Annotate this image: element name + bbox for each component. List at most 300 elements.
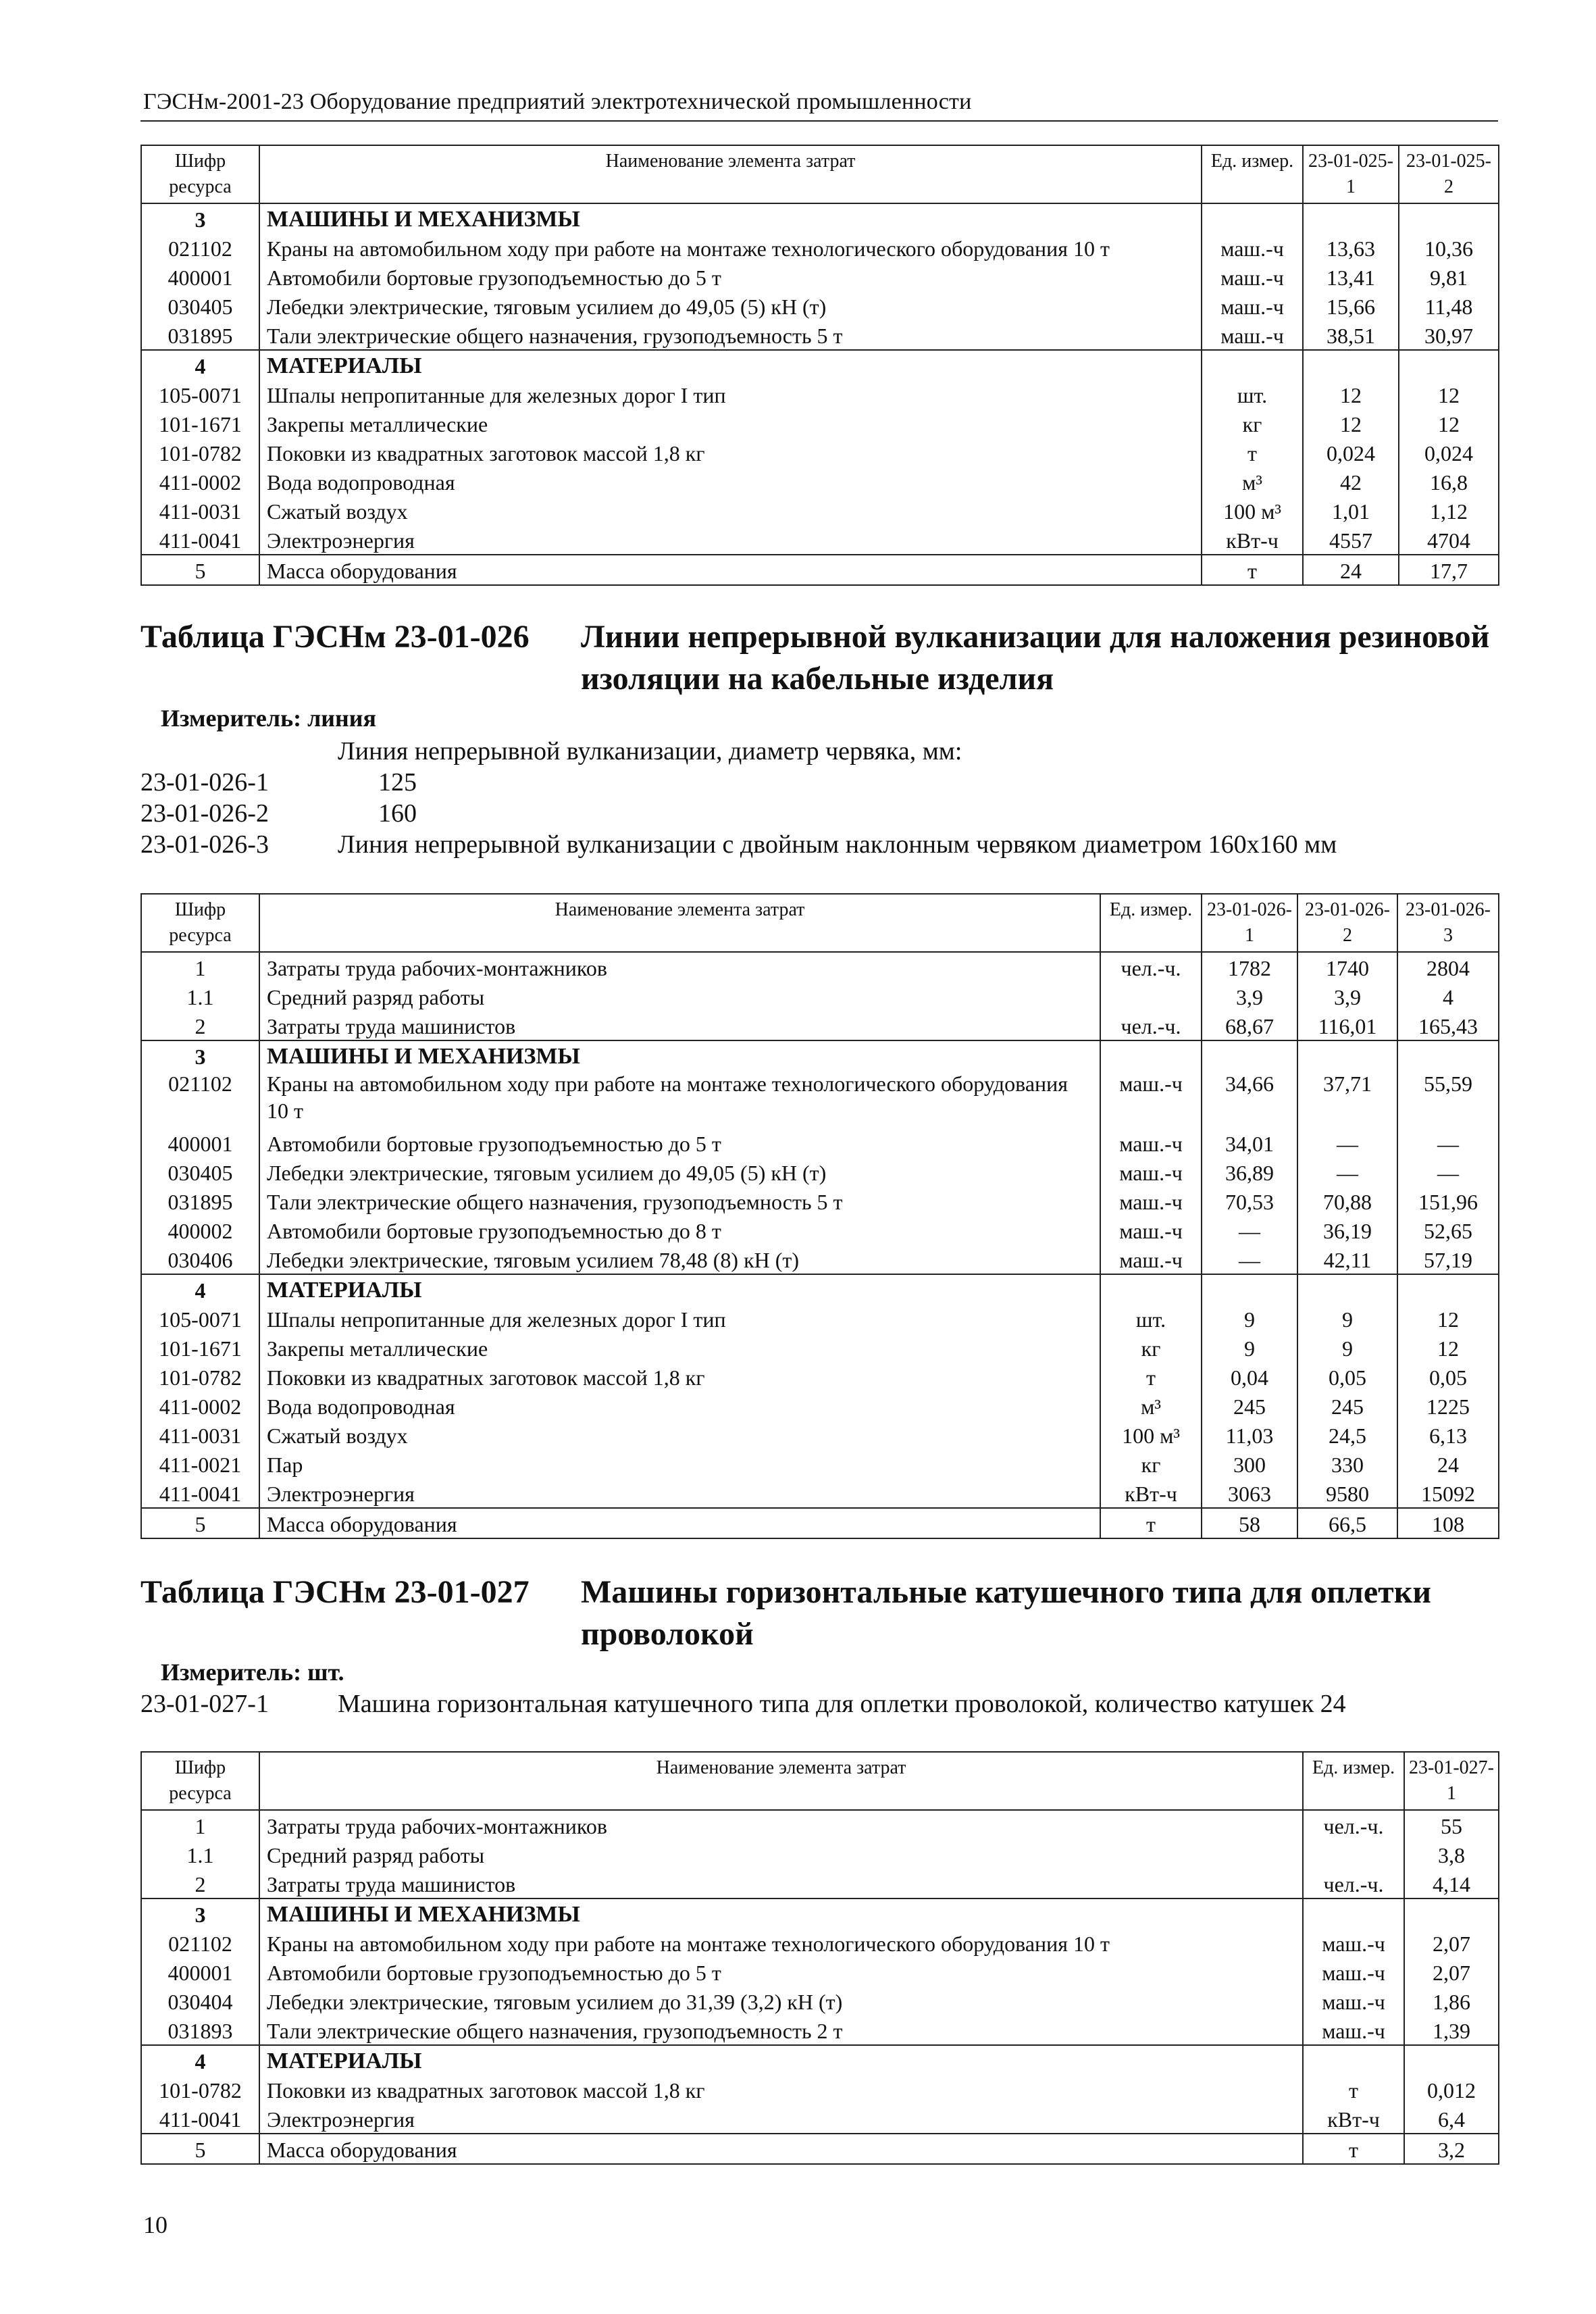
unit-of-measure: шт. — [1100, 1304, 1202, 1333]
unit-of-measure — [1303, 1898, 1404, 1928]
column-header-norm: 23-01-027-1 — [1404, 1752, 1499, 1810]
resource-table-025 — [140, 145, 1499, 586]
section-title: МАШИНЫ И МЕХАНИЗМЫ — [259, 203, 1202, 233]
unit-of-measure — [1100, 1040, 1202, 1070]
table-row — [141, 1070, 1499, 1128]
norm-value — [1297, 1274, 1397, 1304]
cost-element-name: Лебедки электрические, тяговым усилием до 49,05 (5) кН (т) — [259, 1157, 1100, 1186]
table-row — [141, 409, 1499, 438]
norm-value: 70,88 — [1297, 1186, 1397, 1215]
norm-value: 12 — [1399, 380, 1499, 409]
table-row — [141, 982, 1499, 1011]
table-row — [141, 1186, 1499, 1215]
cost-element-name: Лебедки электрические, тяговым усилием 78,48 (8) кН (т) — [259, 1244, 1100, 1274]
cost-element-name: Затраты труда машинистов — [259, 1011, 1100, 1040]
cost-element-name: Затраты труда рабочих-монтажников — [259, 1810, 1303, 1840]
norm-value: 2804 — [1397, 952, 1499, 982]
variant-code: 23-01-026-1 — [140, 768, 269, 797]
resource-code: 030404 — [141, 1986, 259, 2015]
table-row — [141, 380, 1499, 409]
column-header-code: Шифр ресурса — [141, 1752, 259, 1810]
resource-code: 031895 — [141, 320, 259, 350]
table-section-row — [141, 203, 1499, 233]
unit-of-measure: чел.-ч. — [1303, 1810, 1404, 1840]
resource-code: 101-1671 — [141, 1333, 259, 1362]
norm-value: 36,19 — [1297, 1215, 1397, 1244]
table-section-row — [141, 555, 1499, 585]
resource-table-027 — [140, 1751, 1499, 2165]
table-section-row — [141, 2045, 1499, 2075]
table-section-row — [141, 1810, 1499, 1840]
cost-element-name: Электроэнергия — [259, 1478, 1100, 1508]
cost-element-name: Затраты труда рабочих-монтажников — [259, 952, 1100, 982]
table-row — [141, 1157, 1499, 1186]
unit-of-measure: маш.-ч — [1100, 1215, 1202, 1244]
norm-value: 9580 — [1297, 1478, 1397, 1508]
resource-code: 411-0031 — [141, 1420, 259, 1449]
resource-code: 4 — [141, 2045, 259, 2075]
resource-code: 411-0031 — [141, 496, 259, 525]
resource-code: 411-0041 — [141, 525, 259, 555]
norm-value: 245 — [1202, 1391, 1297, 1420]
unit-of-measure: шт. — [1202, 380, 1303, 409]
norm-value: 70,53 — [1202, 1186, 1297, 1215]
cost-element-name: Средний разряд работы — [259, 1840, 1303, 1869]
table-row — [141, 1128, 1499, 1157]
cost-element-name: Масса оборудования — [259, 2134, 1303, 2164]
norm-value: 1740 — [1297, 952, 1397, 982]
unit-of-measure: маш.-ч — [1202, 233, 1303, 262]
unit-of-measure: т — [1100, 1362, 1202, 1391]
resource-code: 411-0002 — [141, 1391, 259, 1420]
cost-element-name: Краны на автомобильном ходу при работе на монтаже технологического оборудования 10 т — [259, 1928, 1303, 1957]
unit-of-measure — [1202, 203, 1303, 233]
norm-value: 10,36 — [1399, 233, 1499, 262]
cost-element-name: Шпалы непропитанные для железных дорог I тип — [259, 1304, 1100, 1333]
variant-text: Линия непрерывной вулканизации с двойным наклонным червяком диаметром 160х160 мм — [338, 830, 1337, 859]
norm-value: 17,7 — [1399, 555, 1499, 585]
norm-value: 4557 — [1303, 525, 1399, 555]
norm-value: 0,04 — [1202, 1362, 1297, 1391]
norm-value: 11,48 — [1399, 291, 1499, 320]
resource-code: 3 — [141, 1040, 259, 1070]
column-header-norm: 23-01-026-1 — [1202, 894, 1297, 952]
unit-of-measure: маш.-ч — [1202, 262, 1303, 291]
meter-label: Измеритель: шт. — [161, 1659, 344, 1686]
column-header-norm: 23-01-025-1 — [1303, 145, 1399, 203]
norm-value: — — [1397, 1157, 1499, 1186]
table-number: Таблица ГЭСНм 23-01-027 — [140, 1574, 530, 1610]
section-title: МАШИНЫ И МЕХАНИЗМЫ — [259, 1898, 1303, 1928]
unit-of-measure: чел.-ч. — [1303, 1869, 1404, 1898]
header-rule — [140, 120, 1498, 122]
unit-of-measure: м³ — [1202, 467, 1303, 496]
unit-of-measure: т — [1303, 2075, 1404, 2104]
table-row — [141, 1244, 1499, 1274]
norm-value: 12 — [1399, 409, 1499, 438]
resource-code: 3 — [141, 203, 259, 233]
unit-of-measure: маш.-ч — [1100, 1244, 1202, 1274]
unit-of-measure: кг — [1100, 1333, 1202, 1362]
table-row — [141, 1215, 1499, 1244]
cost-element-name: Электроэнергия — [259, 2104, 1303, 2134]
table-number: Таблица ГЭСНм 23-01-026 — [140, 619, 530, 655]
resource-code: 105-0071 — [141, 1304, 259, 1333]
table-section-row — [141, 2134, 1499, 2164]
column-header-unit: Ед. измер. — [1100, 894, 1202, 952]
resource-code: 4 — [141, 1274, 259, 1304]
unit-of-measure: маш.-ч — [1303, 1957, 1404, 1986]
column-header-norm: 23-01-025-2 — [1399, 145, 1499, 203]
norm-value: 0,05 — [1297, 1362, 1397, 1391]
resource-code: 031893 — [141, 2015, 259, 2045]
variant-text: 160 — [378, 799, 417, 828]
resource-code: 105-0071 — [141, 380, 259, 409]
norm-value: 2,07 — [1404, 1928, 1499, 1957]
norm-value: 3,8 — [1404, 1840, 1499, 1869]
norm-value: 6,13 — [1397, 1420, 1499, 1449]
resource-code: 400001 — [141, 1128, 259, 1157]
resource-code: 400002 — [141, 1215, 259, 1244]
norm-value: 4,14 — [1404, 1869, 1499, 1898]
norm-value: 165,43 — [1397, 1011, 1499, 1040]
norm-value — [1202, 1274, 1297, 1304]
unit-of-measure — [1303, 1840, 1404, 1869]
resource-code: 3 — [141, 1898, 259, 1928]
cost-element-name: Закрепы металлические — [259, 1333, 1100, 1362]
resource-code: 4 — [141, 350, 259, 380]
cost-element-name: Пар — [259, 1449, 1100, 1478]
norm-value: 16,8 — [1399, 467, 1499, 496]
norm-value: — — [1297, 1157, 1397, 1186]
resource-code: 411-0021 — [141, 1449, 259, 1478]
norm-value — [1297, 1040, 1397, 1070]
norm-value: 55 — [1404, 1810, 1499, 1840]
cost-element-name: Средний разряд работы — [259, 982, 1100, 1011]
resource-code: 400001 — [141, 1957, 259, 1986]
meter-label: Измеритель: линия — [161, 705, 377, 732]
cost-element-name: Масса оборудования — [259, 1508, 1100, 1538]
section-title: МАТЕРИАЛЫ — [259, 2045, 1303, 2075]
unit-of-measure — [1100, 982, 1202, 1011]
table-row — [141, 1333, 1499, 1362]
variant-code: 23-01-026-3 — [140, 830, 269, 859]
unit-of-measure: т — [1202, 555, 1303, 585]
table-title: Машины горизонтальные катушечного типа для оплетки проволокой — [581, 1574, 1432, 1652]
norm-value: 9 — [1202, 1333, 1297, 1362]
variant-intro: Линия непрерывной вулканизации, диаметр червяка, мм: — [338, 737, 962, 765]
table-row — [141, 2075, 1499, 2104]
unit-of-measure: маш.-ч — [1100, 1070, 1202, 1128]
norm-value: 12 — [1303, 380, 1399, 409]
norm-value: 3,9 — [1202, 982, 1297, 1011]
norm-value: 30,97 — [1399, 320, 1499, 350]
table-row — [141, 1928, 1499, 1957]
norm-value: 9,81 — [1399, 262, 1499, 291]
table-title: Линии непрерывной вулканизации для наложения резиновой изоляции на кабельные изделия — [581, 619, 1490, 697]
norm-value: 36,89 — [1202, 1157, 1297, 1186]
table-row — [141, 1011, 1499, 1040]
section-title: МАТЕРИАЛЫ — [259, 350, 1202, 380]
table-row — [141, 525, 1499, 555]
norm-value — [1303, 203, 1399, 233]
norm-value: 13,41 — [1303, 262, 1399, 291]
cost-element-name: Лебедки электрические, тяговым усилием до 31,39 (3,2) кН (т) — [259, 1986, 1303, 2015]
resource-code: 5 — [141, 2134, 259, 2164]
table-row — [141, 1869, 1499, 1898]
norm-value — [1397, 1040, 1499, 1070]
resource-code: 021102 — [141, 1070, 259, 1128]
table-row — [141, 262, 1499, 291]
unit-of-measure: кг — [1100, 1449, 1202, 1478]
norm-value: 3063 — [1202, 1478, 1297, 1508]
cost-element-name: Тали электрические общего назначения, грузоподъемность 5 т — [259, 1186, 1100, 1215]
cost-element-name: Электроэнергия — [259, 525, 1202, 555]
resource-code: 2 — [141, 1869, 259, 1898]
column-header-norm: 23-01-026-2 — [1297, 894, 1397, 952]
unit-of-measure — [1100, 1274, 1202, 1304]
norm-value: 245 — [1297, 1391, 1397, 1420]
unit-of-measure — [1202, 350, 1303, 380]
table-row — [141, 1449, 1499, 1478]
table-row — [141, 320, 1499, 350]
norm-value: 24 — [1397, 1449, 1499, 1478]
cost-element-name: Поковки из квадратных заготовок массой 1,8 кг — [259, 2075, 1303, 2104]
cost-element-name: Тали электрические общего назначения, грузоподъемность 2 т — [259, 2015, 1303, 2045]
table-row — [141, 2015, 1499, 2045]
cost-element-name: Лебедки электрические, тяговым усилием до 49,05 (5) кН (т) — [259, 291, 1202, 320]
table-header-row — [141, 894, 1499, 952]
running-header: ГЭСНм-2001-23 Оборудование предприятий электротехнической промышленности — [143, 89, 972, 114]
cost-element-name: Сжатый воздух — [259, 1420, 1100, 1449]
unit-of-measure: маш.-ч — [1202, 320, 1303, 350]
resource-code: 1.1 — [141, 1840, 259, 1869]
table-header-row — [141, 1752, 1499, 1810]
resource-code: 101-0782 — [141, 438, 259, 467]
norm-value: 108 — [1397, 1508, 1499, 1538]
unit-of-measure: кВт-ч — [1202, 525, 1303, 555]
norm-value: 37,71 — [1297, 1070, 1397, 1128]
norm-value: 0,012 — [1404, 2075, 1499, 2104]
column-header-name: Наименование элемента затрат — [259, 145, 1202, 203]
norm-value: 1225 — [1397, 1391, 1499, 1420]
table-row — [141, 1391, 1499, 1420]
norm-value: 11,03 — [1202, 1420, 1297, 1449]
norm-value: 1,01 — [1303, 496, 1399, 525]
norm-value: 0,05 — [1397, 1362, 1499, 1391]
norm-value: 13,63 — [1303, 233, 1399, 262]
norm-value: 1,86 — [1404, 1986, 1499, 2015]
norm-value: 116,01 — [1297, 1011, 1397, 1040]
table-row — [141, 438, 1499, 467]
cost-element-name: Закрепы металлические — [259, 409, 1202, 438]
page-number: 10 — [143, 2211, 168, 2238]
column-header-norm: 23-01-026-3 — [1397, 894, 1499, 952]
cost-element-name: Шпалы непропитанные для железных дорог I тип — [259, 380, 1202, 409]
cost-element-name: Сжатый воздух — [259, 496, 1202, 525]
cost-element-name: Тали электрические общего назначения, грузоподъемность 5 т — [259, 320, 1202, 350]
resource-code: 1 — [141, 952, 259, 982]
norm-value: 1,39 — [1404, 2015, 1499, 2045]
norm-value: 38,51 — [1303, 320, 1399, 350]
table-row — [141, 233, 1499, 262]
norm-value — [1399, 203, 1499, 233]
resource-code: 5 — [141, 1508, 259, 1538]
unit-of-measure: маш.-ч — [1100, 1128, 1202, 1157]
variant-text: Машина горизонтальная катушечного типа для оплетки проволокой, количество катушек 24 — [338, 1690, 1346, 1718]
resource-code: 021102 — [141, 233, 259, 262]
unit-of-measure: кВт-ч — [1100, 1478, 1202, 1508]
resource-code: 411-0041 — [141, 2104, 259, 2134]
unit-of-measure: маш.-ч — [1303, 2015, 1404, 2045]
table-row — [141, 1957, 1499, 1986]
norm-value — [1404, 1898, 1499, 1928]
norm-value — [1404, 2045, 1499, 2075]
norm-value: 12 — [1397, 1333, 1499, 1362]
unit-of-measure: кВт-ч — [1303, 2104, 1404, 2134]
resource-code: 2 — [141, 1011, 259, 1040]
norm-value: — — [1202, 1215, 1297, 1244]
unit-of-measure: маш.-ч — [1303, 1986, 1404, 2015]
table-section-row — [141, 1274, 1499, 1304]
column-header-code: Шифр ресурса — [141, 894, 259, 952]
resource-code: 030405 — [141, 291, 259, 320]
cost-element-name: Вода водопроводная — [259, 467, 1202, 496]
table-row — [141, 467, 1499, 496]
resource-code: 400001 — [141, 262, 259, 291]
norm-value: 12 — [1303, 409, 1399, 438]
norm-value: 3,2 — [1404, 2134, 1499, 2164]
norm-value: 68,67 — [1202, 1011, 1297, 1040]
variant-text: 125 — [378, 768, 417, 797]
norm-value: 24,5 — [1297, 1420, 1397, 1449]
resource-code: 101-1671 — [141, 409, 259, 438]
unit-of-measure: чел.-ч. — [1100, 1011, 1202, 1040]
norm-value: — — [1202, 1244, 1297, 1274]
table-section-row — [141, 1898, 1499, 1928]
norm-value: 57,19 — [1397, 1244, 1499, 1274]
unit-of-measure: т — [1202, 438, 1303, 467]
norm-value: 6,4 — [1404, 2104, 1499, 2134]
variant-code: 23-01-027-1 — [140, 1690, 269, 1718]
norm-value: 2,07 — [1404, 1957, 1499, 1986]
cost-element-name: Поковки из квадратных заготовок массой 1,8 кг — [259, 1362, 1100, 1391]
norm-value: 12 — [1397, 1304, 1499, 1333]
table-row — [141, 1304, 1499, 1333]
cost-element-name: Вода водопроводная — [259, 1391, 1100, 1420]
norm-value: 9 — [1297, 1333, 1397, 1362]
section-title: МАШИНЫ И МЕХАНИЗМЫ — [259, 1040, 1100, 1070]
resource-code: 5 — [141, 555, 259, 585]
norm-value: 55,59 — [1397, 1070, 1499, 1128]
section-title: МАТЕРИАЛЫ — [259, 1274, 1100, 1304]
variant-code: 23-01-026-2 — [140, 799, 269, 828]
unit-of-measure: чел.-ч. — [1100, 952, 1202, 982]
resource-code: 1.1 — [141, 982, 259, 1011]
resource-code: 101-0782 — [141, 1362, 259, 1391]
table-row — [141, 291, 1499, 320]
cost-element-name: Масса оборудования — [259, 555, 1202, 585]
norm-value: 1,12 — [1399, 496, 1499, 525]
norm-value: 9 — [1202, 1304, 1297, 1333]
unit-of-measure: маш.-ч — [1303, 1928, 1404, 1957]
cost-element-name: Поковки из квадратных заготовок массой 1,8 кг — [259, 438, 1202, 467]
norm-value: 58 — [1202, 1508, 1297, 1538]
table-section-row — [141, 1040, 1499, 1070]
resource-table-026 — [140, 893, 1499, 1539]
norm-value: 9 — [1297, 1304, 1397, 1333]
table-section-row — [141, 1508, 1499, 1538]
norm-value: 3,9 — [1297, 982, 1397, 1011]
cost-element-name: Автомобили бортовые грузоподъемностью до 8 т — [259, 1215, 1100, 1244]
unit-of-measure: 100 м³ — [1100, 1420, 1202, 1449]
norm-value — [1202, 1040, 1297, 1070]
table-section-row — [141, 350, 1499, 380]
norm-value: — — [1397, 1128, 1499, 1157]
unit-of-measure: т — [1303, 2134, 1404, 2164]
norm-value: 1782 — [1202, 952, 1297, 982]
cost-element-name: Краны на автомобильном ходу при работе на монтаже технологического оборудования 10 т — [259, 233, 1202, 262]
norm-value: 151,96 — [1397, 1186, 1499, 1215]
norm-value: 42,11 — [1297, 1244, 1397, 1274]
resource-code: 021102 — [141, 1928, 259, 1957]
norm-value — [1303, 350, 1399, 380]
cost-element-name: Краны на автомобильном ходу при работе на монтаже технологического оборудования 10 т — [259, 1070, 1100, 1128]
norm-value: 15,66 — [1303, 291, 1399, 320]
cost-element-name: Затраты труда машинистов — [259, 1869, 1303, 1898]
column-header-unit: Ед. измер. — [1202, 145, 1303, 203]
norm-value: 0,024 — [1303, 438, 1399, 467]
column-header-unit: Ед. измер. — [1303, 1752, 1404, 1810]
resource-code: 030405 — [141, 1157, 259, 1186]
table-row — [141, 2104, 1499, 2134]
table-row — [141, 1420, 1499, 1449]
resource-code: 031895 — [141, 1186, 259, 1215]
norm-value — [1399, 350, 1499, 380]
unit-of-measure: маш.-ч — [1202, 291, 1303, 320]
column-header-name: Наименование элемента затрат — [259, 1752, 1303, 1810]
unit-of-measure: маш.-ч — [1100, 1157, 1202, 1186]
table-section-row — [141, 952, 1499, 982]
norm-value: 34,66 — [1202, 1070, 1297, 1128]
table-row — [141, 1362, 1499, 1391]
resource-code: 411-0002 — [141, 467, 259, 496]
norm-value: 42 — [1303, 467, 1399, 496]
norm-value: 4704 — [1399, 525, 1499, 555]
norm-value: 4 — [1397, 982, 1499, 1011]
column-header-name: Наименование элемента затрат — [259, 894, 1100, 952]
table-row — [141, 1840, 1499, 1869]
norm-value: 15092 — [1397, 1478, 1499, 1508]
cost-element-name: Автомобили бортовые грузоподъемностью до 5 т — [259, 1957, 1303, 1986]
cost-element-name: Автомобили бортовые грузоподъемностью до 5 т — [259, 262, 1202, 291]
column-header-code: Шифр ресурса — [141, 145, 259, 203]
unit-of-measure: маш.-ч — [1100, 1186, 1202, 1215]
norm-value: 34,01 — [1202, 1128, 1297, 1157]
norm-value — [1397, 1274, 1499, 1304]
table-row — [141, 1478, 1499, 1508]
cost-element-name: Автомобили бортовые грузоподъемностью до 5 т — [259, 1128, 1100, 1157]
unit-of-measure — [1303, 2045, 1404, 2075]
resource-code: 1 — [141, 1810, 259, 1840]
norm-value: 52,65 — [1397, 1215, 1499, 1244]
resource-code: 030406 — [141, 1244, 259, 1274]
unit-of-measure: м³ — [1100, 1391, 1202, 1420]
norm-value: 24 — [1303, 555, 1399, 585]
table-row — [141, 1986, 1499, 2015]
resource-code: 411-0041 — [141, 1478, 259, 1508]
norm-value: — — [1297, 1128, 1397, 1157]
